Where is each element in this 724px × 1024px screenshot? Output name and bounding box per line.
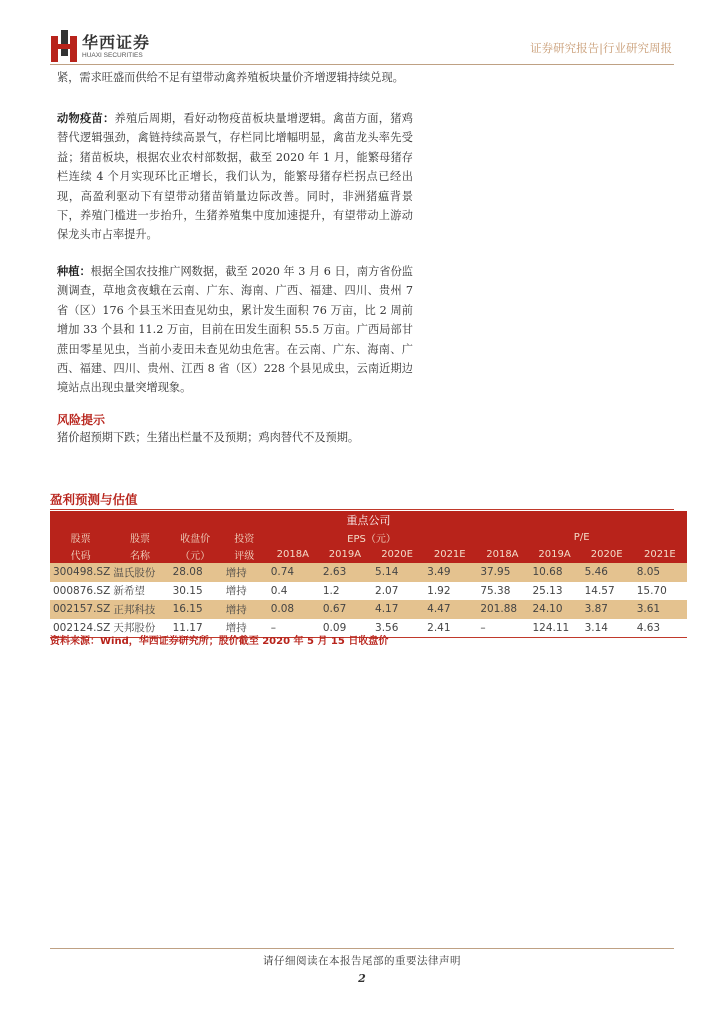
table-banner-row — [50, 511, 687, 529]
cell-pe: 37.95 — [476, 563, 528, 582]
table-source-note: 资料来源：Wind，华西证券研究所；股价截至 2020 年 5 月 15 日收盘价 — [50, 636, 389, 647]
cell-name: 天邦股份 — [111, 619, 168, 638]
header-pe-group: P/E — [476, 529, 687, 546]
paragraph-vaccine-body — [57, 109, 413, 245]
cell-code: 000876.SZ — [50, 582, 111, 601]
risk-text-block — [57, 428, 387, 447]
cell-pe: 25.13 — [528, 582, 580, 601]
section-title: 盈利预测与估值 — [50, 492, 138, 507]
table-row — [50, 600, 687, 619]
paragraph-text: 根据全国农技推广网数据，截至 2020 年 3 月 6 日，南方省份监测调查，草地贪夜蛾在云南、广东、海南、广西、福建、四川、贵州 7 省（区）176 个县玉米田查见幼虫，累计发生面积 76 万亩，比 2 周前增加 33 个县和 11.2 万亩，目前在田发生面积 55.5 万亩。广西局部甘蔗田零星见虫，当前小麦田未查见幼虫危害。在云南、广东、海南、广西、福建、四川、贵州、江西 8 省（区）228 个县见成虫，云南近期边境站点出现虫量突增现象。 — [57, 265, 413, 395]
paragraph-vaccine — [57, 109, 413, 245]
cell-rating: 增持 — [222, 563, 267, 582]
header-name: 名称 — [111, 546, 168, 563]
cell-pe: 24.10 — [528, 600, 580, 619]
legal-notice: 请仔细阅读在本报告尾部的重要法律声明 — [263, 955, 461, 967]
table-header-row — [50, 529, 687, 546]
header-code: 股票 — [50, 529, 111, 546]
table-header-row — [50, 546, 687, 563]
header-year: 2021E — [423, 546, 476, 563]
paragraph-label: 动物疫苗： — [57, 111, 115, 125]
cell-pe: 15.70 — [633, 582, 687, 601]
header-year: 2020E — [581, 546, 633, 563]
cell-eps: 2.41 — [423, 619, 476, 638]
header-code: 代码 — [50, 546, 111, 563]
footer-divider — [50, 948, 674, 949]
cell-eps: – — [267, 619, 319, 638]
cell-eps: 0.67 — [319, 600, 371, 619]
brand-name-en: HUAXI SECURITIES — [82, 52, 143, 59]
cell-pe: – — [476, 619, 528, 638]
cell-code: 002157.SZ — [50, 600, 111, 619]
header-name: 股票 — [111, 529, 168, 546]
cell-eps: 2.63 — [319, 563, 371, 582]
header-rating: 投资 — [222, 529, 267, 546]
cell-pe: 75.38 — [476, 582, 528, 601]
section-divider — [50, 509, 674, 510]
paragraph-planting-body — [57, 262, 413, 398]
cell-pe: 3.61 — [633, 600, 687, 619]
cell-eps: 0.08 — [267, 600, 319, 619]
cell-code: 002124.SZ — [50, 619, 111, 638]
header-year: 2018A — [267, 546, 319, 563]
cell-eps: 3.49 — [423, 563, 476, 582]
risk-text: 猪价超预期下跌；生猪出栏量不及预期；鸡肉替代不及预期。 — [57, 431, 360, 444]
cell-eps: 0.74 — [267, 563, 319, 582]
header-year: 2021E — [633, 546, 687, 563]
header-year: 2020E — [371, 546, 423, 563]
cell-eps: 0.09 — [319, 619, 371, 638]
cell-rating: 增持 — [222, 600, 267, 619]
paragraph-text: 紧，需求旺盛而供给不足有望带动禽养殖板块量价齐增逻辑持续兑现。 — [57, 71, 404, 84]
cell-rating: 增持 — [222, 619, 267, 638]
table-row — [50, 582, 687, 601]
paragraph-planting — [57, 262, 413, 398]
header-divider — [50, 64, 674, 65]
cell-price: 16.15 — [169, 600, 222, 619]
page-number: 2 — [358, 972, 366, 985]
paragraph-intro — [57, 68, 413, 87]
paragraph-label: 种植： — [57, 264, 91, 278]
header-price: （元） — [169, 546, 222, 563]
huaxi-logo-icon — [49, 30, 79, 62]
header-year: 2019A — [528, 546, 580, 563]
cell-eps: 4.17 — [371, 600, 423, 619]
paragraph-text: 养殖后周期，看好动物疫苗板块量增逻辑。禽苗方面，猪鸡替代逻辑强劲，禽链持续高景气，存栏同比增幅明显，禽苗龙头率先受益；猪苗板块，根据农业农村部数据，截至 2020 年 1 月，能繁母猪存栏连续 4 个月实现环比正增长，我们认为，能繁母猪存栏拐点已经出现，高盈利驱动下有望带动猪苗销量边际改善。同时，非洲猪瘟背景下，养殖门槛进一步抬升，生猪养殖集中度加速提升，有望带动上游动保龙头市占率提升。 — [57, 112, 413, 242]
cell-pe: 124.11 — [528, 619, 580, 638]
cell-price: 11.17 — [169, 619, 222, 638]
cell-pe: 3.87 — [581, 600, 633, 619]
report-type: 证券研究报告|行业研究周报 — [530, 41, 672, 55]
cell-pe: 14.57 — [581, 582, 633, 601]
cell-price: 28.08 — [169, 563, 222, 582]
page-header — [0, 0, 724, 70]
cell-name: 正邦科技 — [111, 600, 168, 619]
header-rating: 评级 — [222, 546, 267, 563]
cell-eps: 0.4 — [267, 582, 319, 601]
cell-eps: 4.47 — [423, 600, 476, 619]
brand-name-cn: 华西证券 — [82, 33, 151, 52]
cell-eps: 2.07 — [371, 582, 423, 601]
cell-pe: 3.14 — [581, 619, 633, 638]
cell-pe: 5.46 — [581, 563, 633, 582]
risk-title: 风险提示 — [57, 413, 106, 427]
cell-eps: 1.92 — [423, 582, 476, 601]
cell-pe: 8.05 — [633, 563, 687, 582]
cell-code: 300498.SZ — [50, 563, 111, 582]
cell-eps: 5.14 — [371, 563, 423, 582]
cell-pe: 4.63 — [633, 619, 687, 638]
cell-eps: 1.2 — [319, 582, 371, 601]
cell-name: 新希望 — [111, 582, 168, 601]
cell-rating: 增持 — [222, 582, 267, 601]
header-year: 2018A — [476, 546, 528, 563]
cell-eps: 3.56 — [371, 619, 423, 638]
header-eps-group: EPS（元） — [267, 529, 477, 546]
table-banner: 重点公司 — [50, 511, 687, 529]
cell-pe: 10.68 — [528, 563, 580, 582]
earnings-forecast-table — [50, 511, 687, 638]
cell-pe: 201.88 — [476, 600, 528, 619]
header-price: 收盘价 — [169, 529, 222, 546]
cell-name: 温氏股份 — [111, 563, 168, 582]
table-row — [50, 563, 687, 582]
cell-price: 30.15 — [169, 582, 222, 601]
header-year: 2019A — [319, 546, 371, 563]
